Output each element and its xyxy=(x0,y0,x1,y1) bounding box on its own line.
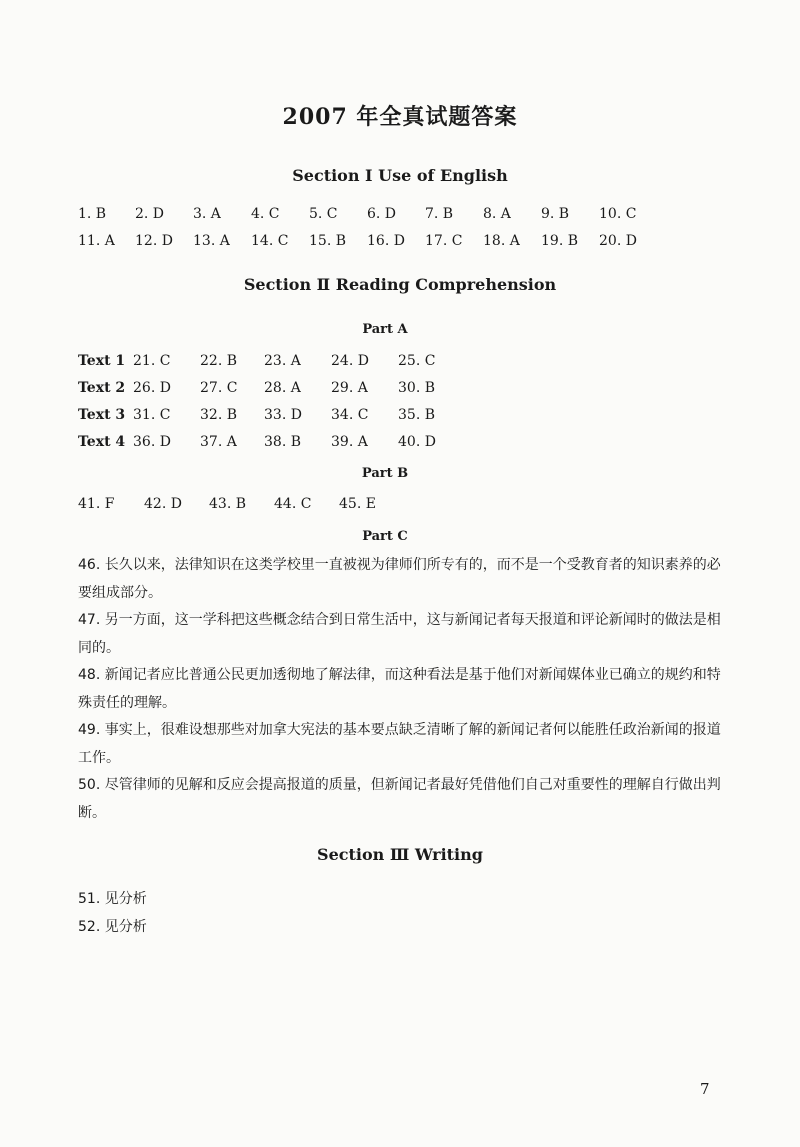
answer-37: 37. A xyxy=(200,434,237,450)
answer-4: 4. C xyxy=(251,206,280,222)
answer-26: 26. D xyxy=(133,380,171,396)
answer-16: 16. D xyxy=(367,233,405,249)
answer-6: 6. D xyxy=(367,206,397,222)
answer-38: 38. B xyxy=(264,434,302,450)
answer-21: 21. C xyxy=(133,353,171,369)
translation-49: 49. 事实上，很难设想那些对加拿大宪法的基本要点缺乏清晰了解的新闻记者何以能胜任政治新闻的报道工作。 xyxy=(78,722,721,766)
translation-48: 48. 新闻记者应比普通公民更加透彻地了解法律，而这种看法是基于他们对新闻媒体业已确立的规约和特殊责任的理解。 xyxy=(78,667,721,711)
answer-2: 2. D xyxy=(135,206,165,222)
answer-29: 29. A xyxy=(331,380,368,396)
answer-9: 9. B xyxy=(541,206,570,222)
text-label: Text 1 xyxy=(78,353,126,369)
translation-47: 47. 另一方面，这一学科把这些概念结合到日常生活中，这与新闻记者每天报道和评论新闻时的做法是相同的。 xyxy=(78,612,721,656)
answer-28: 28. A xyxy=(264,380,301,396)
partB-heading: Part B xyxy=(361,466,409,481)
answer-31: 31. C xyxy=(133,407,171,423)
answer-13: 13. A xyxy=(193,233,230,249)
answer-8: 8. A xyxy=(483,206,511,222)
answer-10: 10. C xyxy=(599,206,637,222)
translation-46: 46. 长久以来，法律知识在这类学校里一直被视为律师们所专有的，而不是一个受教育者的知识素养的必要组成部分。 xyxy=(78,557,721,601)
answer-41: 41. F xyxy=(78,496,115,512)
section1-heading: Section Ⅰ Use of English xyxy=(292,166,508,185)
text-label: Text 4 xyxy=(78,434,126,450)
answer-7: 7. B xyxy=(425,206,454,222)
answer-32: 32. B xyxy=(200,407,238,423)
answer-25: 25. C xyxy=(398,353,436,369)
answer-15: 15. B xyxy=(309,233,347,249)
answer-44: 44. C xyxy=(274,496,312,512)
answer-30: 30. B xyxy=(398,380,436,396)
answer-27: 27. C xyxy=(200,380,238,396)
page-number: 7 xyxy=(700,1080,710,1098)
answer-14: 14. C xyxy=(251,233,289,249)
text-label: Text 3 xyxy=(78,407,126,423)
partC-heading: Part C xyxy=(362,529,408,544)
section2-heading: Section Ⅱ Reading Comprehension xyxy=(243,275,557,294)
answer-5: 5. C xyxy=(309,206,338,222)
text-label: Text 2 xyxy=(78,380,126,396)
answer-43: 43. B xyxy=(209,496,247,512)
answer-3: 3. A xyxy=(193,206,221,222)
answer-34: 34. C xyxy=(331,407,369,423)
answer-1: 1. B xyxy=(78,206,107,222)
answer-12: 12. D xyxy=(135,233,173,249)
answer-23: 23. A xyxy=(264,353,301,369)
answer-39: 39. A xyxy=(331,434,368,450)
answer-22: 22. B xyxy=(200,353,238,369)
writing-51: 51. 见分析 xyxy=(78,891,147,907)
answer-40: 40. D xyxy=(398,434,436,450)
partA-heading: Part A xyxy=(362,322,408,337)
answer-18: 18. A xyxy=(483,233,520,249)
answer-45: 45. E xyxy=(339,496,376,512)
answer-19: 19. B xyxy=(541,233,579,249)
writing-52: 52. 见分析 xyxy=(78,919,147,935)
answer-36: 36. D xyxy=(133,434,171,450)
answer-35: 35. B xyxy=(398,407,436,423)
answer-24: 24. D xyxy=(331,353,369,369)
answer-33: 33. D xyxy=(264,407,302,423)
section3-heading: Section Ⅲ Writing xyxy=(317,845,483,864)
translation-50: 50. 尽管律师的见解和反应会提高报道的质量，但新闻记者最好凭借他们自己对重要性的理解自行做出判断。 xyxy=(78,777,721,821)
page-title: 2007 年全真试题答案 xyxy=(282,104,518,130)
answer-42: 42. D xyxy=(144,496,182,512)
answer-20: 20. D xyxy=(599,233,637,249)
answer-11: 11. A xyxy=(78,233,115,249)
answer-17: 17. C xyxy=(425,233,463,249)
